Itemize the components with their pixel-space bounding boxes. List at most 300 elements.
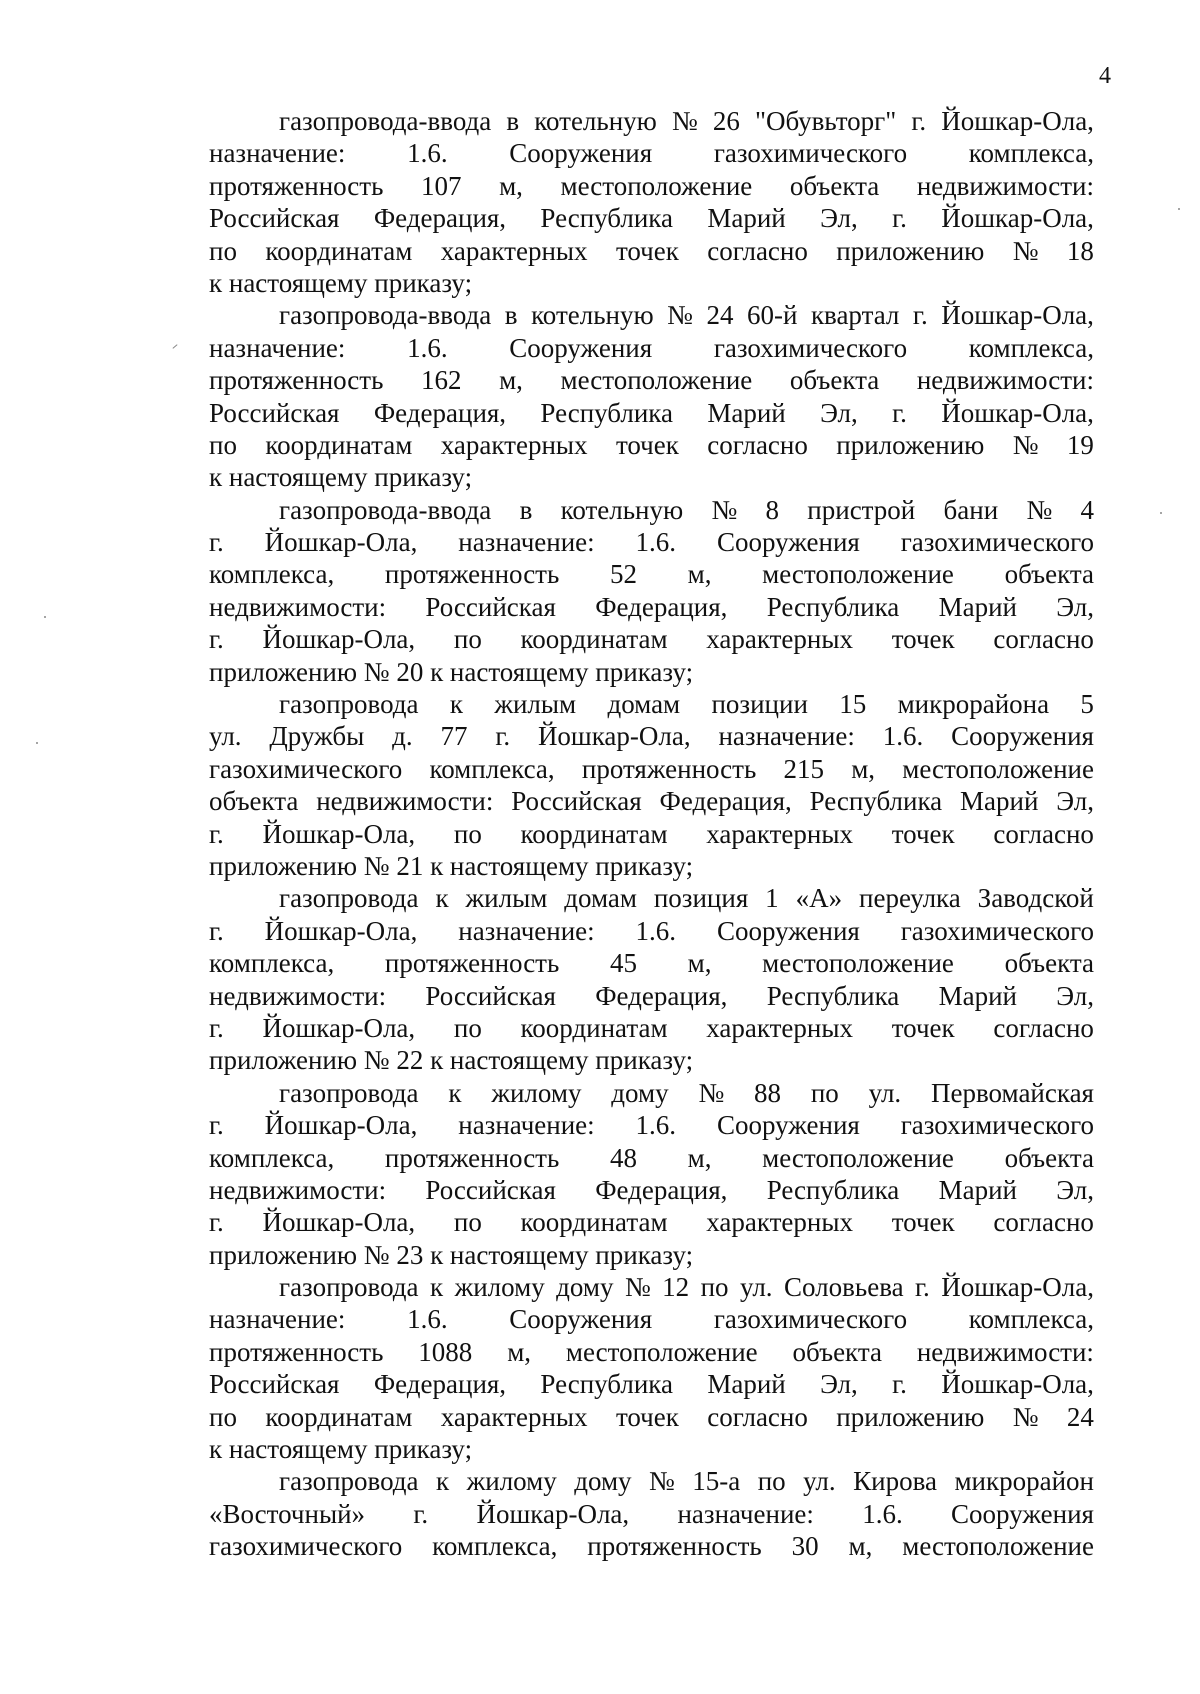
word: Эл, xyxy=(1056,591,1094,622)
text-line xyxy=(209,1336,1094,1368)
word: Федерация, xyxy=(373,1369,507,1400)
word: котельную xyxy=(534,106,657,136)
word: Йошкар-Ола, xyxy=(262,818,416,849)
word: газопровода xyxy=(279,1272,419,1303)
word: пристрой xyxy=(807,494,916,525)
word: протяженность xyxy=(384,948,560,979)
word: газопровода xyxy=(279,883,419,914)
word: протяженность xyxy=(209,1336,384,1367)
word: точек xyxy=(615,1401,679,1432)
word: микрорайон xyxy=(954,1466,1094,1497)
word: протяженность xyxy=(209,365,384,396)
word: по xyxy=(757,1466,786,1497)
scan-speck xyxy=(1178,208,1180,210)
text-line xyxy=(209,299,1094,331)
text-line: приложению № 21 к настоящему приказу; xyxy=(209,850,694,881)
word: Федерация, xyxy=(595,980,728,1011)
word: д. xyxy=(392,721,413,752)
word: Федерация, xyxy=(659,786,792,817)
word: Эл, xyxy=(820,1369,858,1400)
word: приложению xyxy=(836,429,985,460)
word: комплекса, xyxy=(968,1304,1094,1335)
word: м, xyxy=(687,559,712,590)
word: г. xyxy=(911,106,927,136)
word: объекта xyxy=(792,1336,882,1367)
word: газохимического xyxy=(713,138,908,169)
word: Йошкар-Ола, xyxy=(941,203,1094,234)
word: по xyxy=(453,1207,482,1238)
word: комплекса, xyxy=(209,1142,335,1173)
word: бани xyxy=(943,494,999,525)
word: точек xyxy=(615,235,679,266)
word: Российская xyxy=(209,1369,340,1400)
scan-speck xyxy=(172,344,177,349)
word: в xyxy=(506,106,520,136)
word: газопровода xyxy=(279,689,419,720)
word: комплекса, xyxy=(209,559,335,590)
word: 19 xyxy=(1066,429,1094,460)
word: координатам xyxy=(520,1207,668,1238)
word: Первомайская xyxy=(931,1077,1094,1108)
word: г. xyxy=(912,300,928,331)
word: согласно xyxy=(993,818,1094,849)
word: Йошкар-Ола, xyxy=(262,624,416,655)
word: 8 xyxy=(765,494,780,525)
word: Марий xyxy=(938,980,1017,1011)
word: по xyxy=(810,1077,839,1108)
document-body xyxy=(209,105,1094,1563)
word: недвижимости: xyxy=(209,1174,387,1205)
word: газохимического xyxy=(209,753,403,784)
word: точек xyxy=(891,818,955,849)
word: Соловьева xyxy=(784,1272,904,1303)
word: домам xyxy=(607,689,681,720)
word: 15-а xyxy=(692,1466,741,1497)
word: ул. xyxy=(740,1272,773,1303)
word: комплекса, xyxy=(968,138,1094,169)
word: протяженность xyxy=(587,1531,762,1562)
word: жилому xyxy=(491,1077,582,1108)
word: по xyxy=(453,1012,482,1043)
word: Эл, xyxy=(820,397,858,428)
paragraph xyxy=(209,688,1094,882)
word: 18 xyxy=(1066,235,1094,266)
word: согласно xyxy=(993,624,1094,655)
text-line xyxy=(209,105,1094,137)
word: Федерация, xyxy=(595,591,728,622)
word: 162 xyxy=(421,365,462,396)
word: по xyxy=(209,235,237,266)
word: Республика xyxy=(766,1174,900,1205)
word: к xyxy=(436,1466,450,1497)
word: № xyxy=(1026,494,1053,525)
word: Марий xyxy=(938,591,1017,622)
word: координатам xyxy=(520,818,668,849)
word: протяженность xyxy=(581,753,757,784)
word: м, xyxy=(687,1142,712,1173)
text-line xyxy=(209,397,1094,429)
word: ул. xyxy=(803,1466,836,1497)
word: 5 xyxy=(1080,689,1094,720)
word: дому xyxy=(556,1272,614,1303)
text-line xyxy=(209,235,1094,267)
word: назначение: xyxy=(677,1498,814,1529)
text-line xyxy=(209,1077,1094,1109)
word: Федерация, xyxy=(373,397,507,428)
word: Республика xyxy=(540,397,673,428)
word: котельную xyxy=(531,300,654,331)
word: местоположение xyxy=(762,559,954,590)
text-line xyxy=(209,1401,1094,1433)
word: протяженность xyxy=(384,559,560,590)
word: Йошкар-Ола, xyxy=(941,300,1094,331)
word: координатам xyxy=(520,1012,668,1043)
paragraph xyxy=(209,1271,1094,1465)
word: жилым xyxy=(465,883,548,914)
word: Марий xyxy=(707,1369,786,1400)
word: г. xyxy=(209,1110,224,1141)
word: 1.6. xyxy=(407,138,448,169)
word: 26 xyxy=(712,106,740,136)
word: согласно xyxy=(707,235,808,266)
word: ул. xyxy=(209,721,242,752)
word: «А» xyxy=(795,883,843,914)
word: № xyxy=(671,106,698,136)
word: точек xyxy=(891,1012,955,1043)
word: домам xyxy=(564,883,637,914)
word: местоположение xyxy=(762,1142,954,1173)
word: 12 xyxy=(662,1272,690,1303)
text-line: приложению № 22 к настоящему приказу; xyxy=(209,1045,694,1076)
word: характерных xyxy=(706,818,853,849)
word: по xyxy=(209,1401,237,1432)
word: характерных xyxy=(706,624,853,655)
word: по xyxy=(700,1272,729,1303)
word: г. xyxy=(209,527,224,558)
text-line xyxy=(209,882,1094,914)
word: протяженность xyxy=(384,1142,560,1173)
word: Российская xyxy=(425,591,556,622)
word: Йошкар-Ола, xyxy=(264,915,418,946)
word: назначение: xyxy=(209,332,346,363)
word: комплекса, xyxy=(968,332,1094,363)
word: по xyxy=(453,624,482,655)
word: местоположение xyxy=(902,753,1094,784)
word: согласно xyxy=(707,429,808,460)
word: 60-й xyxy=(746,300,798,331)
text-line xyxy=(209,720,1094,752)
word: характерных xyxy=(706,1012,853,1043)
text-line xyxy=(209,1465,1094,1497)
text-line xyxy=(209,1206,1094,1238)
word: координатам xyxy=(265,235,413,266)
word: в xyxy=(504,300,518,331)
word: характерных xyxy=(440,235,588,266)
text-line xyxy=(209,753,1094,785)
text-line xyxy=(209,785,1094,817)
word: Йошкар-Ола, xyxy=(264,527,418,558)
word: г. xyxy=(915,1272,930,1303)
word: газопровода-ввода xyxy=(279,300,492,331)
word: 1.6. xyxy=(635,1110,677,1141)
word: Эл, xyxy=(1056,980,1094,1011)
word: местоположение xyxy=(565,1336,758,1367)
word: газохимического xyxy=(713,1304,908,1335)
word: газопровода-ввода xyxy=(279,106,492,136)
word: 215 xyxy=(783,753,824,784)
word: согласно xyxy=(993,1207,1094,1238)
text-line: приложению № 20 к настоящему приказу; xyxy=(209,656,694,687)
word: котельную xyxy=(560,494,684,525)
word: 1.6. xyxy=(407,1304,448,1335)
word: Федерация, xyxy=(373,203,507,234)
word: 1088 xyxy=(418,1336,473,1367)
word: объекта xyxy=(1004,559,1094,590)
text-line xyxy=(209,170,1094,202)
word: газохимического xyxy=(209,1531,403,1562)
word: Российская xyxy=(209,397,340,428)
word: характерных xyxy=(440,429,588,460)
word: Йошкар-Ола, xyxy=(941,106,1094,136)
word: м, xyxy=(499,170,523,201)
word: м, xyxy=(499,365,523,396)
word: 107 xyxy=(421,170,462,201)
word: м, xyxy=(507,1336,532,1367)
text-line xyxy=(209,137,1094,169)
word: объекта xyxy=(1004,1142,1094,1173)
word: Российская xyxy=(425,1174,556,1205)
word: 1.6. xyxy=(407,332,448,363)
paragraph xyxy=(209,1465,1094,1562)
word: Йошкар-Ола, xyxy=(537,721,691,752)
word: Марий xyxy=(707,397,786,428)
word: Республика xyxy=(809,786,943,817)
text-line xyxy=(209,947,1094,979)
word: 30 xyxy=(791,1531,819,1562)
word: недвижимости: xyxy=(209,591,387,622)
word: недвижимости: xyxy=(316,786,494,817)
word: 77 xyxy=(440,721,468,752)
word: объекта xyxy=(1004,948,1094,979)
paragraph xyxy=(209,105,1094,299)
word: Сооружения xyxy=(716,1110,860,1141)
word: 88 xyxy=(754,1077,782,1108)
word: местоположение xyxy=(762,948,954,979)
text-line xyxy=(209,202,1094,234)
word: № xyxy=(624,1272,651,1303)
word: Эл, xyxy=(1056,786,1094,817)
word: Российская xyxy=(425,980,556,1011)
text-line xyxy=(209,1012,1094,1044)
word: Кирова xyxy=(853,1466,937,1497)
word: № xyxy=(1012,1401,1039,1432)
word: назначение: xyxy=(209,1304,346,1335)
word: м, xyxy=(848,1531,873,1562)
word: м, xyxy=(851,753,876,784)
word: объекта xyxy=(209,786,299,817)
word: недвижимости: xyxy=(209,980,387,1011)
word: к xyxy=(448,1077,462,1108)
scan-speck xyxy=(1160,512,1162,514)
word: к xyxy=(449,689,463,720)
word: позиция xyxy=(653,883,749,914)
word: в xyxy=(519,494,533,525)
word: 4 xyxy=(1080,494,1094,525)
text-line: к настоящему приказу; xyxy=(209,267,473,298)
word: координатам xyxy=(265,429,413,460)
text-line: приложению № 23 к настоящему приказу; xyxy=(209,1239,694,1270)
word: назначение: xyxy=(458,527,595,558)
word: 45 xyxy=(609,948,637,979)
word: № xyxy=(698,1077,725,1108)
word: по xyxy=(453,818,482,849)
text-line xyxy=(209,818,1094,850)
paragraph xyxy=(209,299,1094,493)
word: 1 xyxy=(765,883,779,914)
text-line xyxy=(209,980,1094,1012)
word: г. xyxy=(209,1012,224,1043)
text-line xyxy=(209,558,1094,590)
word: газохимического xyxy=(900,1110,1094,1141)
word: Йошкар-Ола, xyxy=(262,1207,416,1238)
word: г. xyxy=(209,818,224,849)
word: позиции xyxy=(711,689,808,720)
paragraph xyxy=(209,494,1094,688)
scan-speck xyxy=(36,742,38,744)
word: № xyxy=(1012,235,1039,266)
text-line xyxy=(209,623,1094,655)
word: газохимического xyxy=(900,527,1094,558)
word: назначение: xyxy=(458,915,595,946)
scan-speck xyxy=(44,616,46,618)
word: характерных xyxy=(706,1207,853,1238)
word: ул. xyxy=(868,1077,902,1108)
word: Йошкар-Ола, xyxy=(262,1012,416,1043)
word: местоположение xyxy=(902,1531,1094,1562)
word: Марий xyxy=(960,786,1039,817)
text-line: к настоящему приказу; xyxy=(209,1434,473,1465)
word: местоположение xyxy=(560,365,753,396)
paragraph xyxy=(209,882,1094,1076)
word: 24 xyxy=(706,300,734,331)
word: г. xyxy=(892,1369,907,1400)
word: г. xyxy=(209,1207,224,1238)
word: Сооружения xyxy=(716,527,860,558)
word: Республика xyxy=(766,591,900,622)
word: Республика xyxy=(540,1369,673,1400)
word: г. xyxy=(209,624,224,655)
word: протяженность xyxy=(209,170,384,201)
word: характерных xyxy=(440,1401,588,1432)
word: точек xyxy=(891,624,955,655)
word: № xyxy=(667,300,693,331)
word: назначение: xyxy=(718,721,855,752)
word: Йошкар-Ола, xyxy=(264,1110,418,1141)
word: назначение: xyxy=(209,138,346,169)
word: Йошкар-Ола, xyxy=(476,1498,630,1529)
text-line xyxy=(209,1498,1094,1530)
word: Сооружения xyxy=(509,138,653,169)
text-line xyxy=(209,332,1094,364)
word: объекта xyxy=(789,170,880,201)
word: недвижимости: xyxy=(916,1336,1094,1367)
text-line xyxy=(209,1142,1094,1174)
word: к xyxy=(429,1272,444,1303)
word: по xyxy=(209,429,237,460)
text-line xyxy=(209,1271,1094,1303)
word: 1.6. xyxy=(635,527,677,558)
word: № xyxy=(1012,429,1039,460)
text-line xyxy=(209,1109,1094,1141)
word: № xyxy=(711,494,738,525)
word: «Восточный» xyxy=(209,1498,366,1529)
word: газопровода xyxy=(279,1077,419,1108)
word: Эл, xyxy=(1056,1174,1094,1205)
word: Сооружения xyxy=(951,721,1094,752)
word: г. xyxy=(495,721,511,752)
word: Заводской xyxy=(977,883,1094,914)
text-line xyxy=(209,1530,1094,1562)
word: микрорайона xyxy=(897,689,1050,720)
word: г. xyxy=(892,397,907,428)
text-line xyxy=(209,591,1094,623)
word: Йошкар-Ола, xyxy=(941,397,1094,428)
word: 1.6. xyxy=(635,915,677,946)
word: Эл, xyxy=(820,203,858,234)
word: недвижимости: xyxy=(916,365,1094,396)
word: Сооружения xyxy=(951,1498,1094,1529)
word: комплекса, xyxy=(429,753,555,784)
text-line xyxy=(209,429,1094,461)
word: объекта xyxy=(789,365,880,396)
word: приложению xyxy=(836,1401,985,1432)
text-line xyxy=(209,364,1094,396)
word: 24 xyxy=(1066,1401,1094,1432)
word: Сооружения xyxy=(509,332,653,363)
word: жилому xyxy=(454,1272,545,1303)
text-line: к настоящему приказу; xyxy=(209,462,473,493)
word: Йошкар-Ола, xyxy=(941,1369,1094,1400)
word: 52 xyxy=(609,559,637,590)
word: согласно xyxy=(993,1012,1094,1043)
word: точек xyxy=(615,429,679,460)
word: Сооружения xyxy=(716,915,860,946)
word: квартал xyxy=(810,300,900,331)
page-number: 4 xyxy=(1099,63,1111,89)
word: м, xyxy=(687,948,712,979)
word: Сооружения xyxy=(509,1304,653,1335)
word: Российская xyxy=(209,203,340,234)
word: местоположение xyxy=(560,170,753,201)
word: газопровода xyxy=(279,1466,419,1497)
paragraph xyxy=(209,1077,1094,1271)
word: комплекса, xyxy=(432,1531,558,1562)
word: 1.6. xyxy=(882,721,924,752)
word: к xyxy=(435,883,449,914)
text-line xyxy=(209,915,1094,947)
word: Дружбы xyxy=(269,721,365,752)
word: 15 xyxy=(839,689,867,720)
word: недвижимости: xyxy=(916,170,1094,201)
word: точек xyxy=(891,1207,955,1238)
word: согласно xyxy=(707,1401,808,1432)
word: Марий xyxy=(707,203,786,234)
word: 48 xyxy=(609,1142,637,1173)
text-line xyxy=(209,1368,1094,1400)
word: приложению xyxy=(836,235,985,266)
text-line xyxy=(209,494,1094,526)
word: назначение: xyxy=(458,1110,595,1141)
